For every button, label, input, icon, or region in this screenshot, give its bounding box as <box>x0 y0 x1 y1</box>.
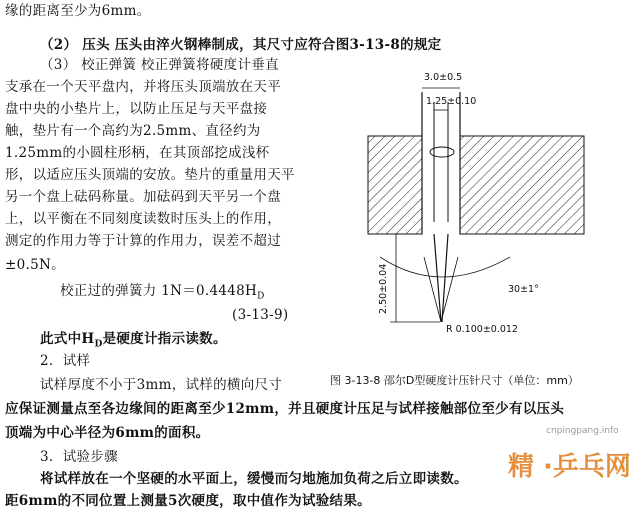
section-heading: 2．试样 <box>40 353 91 369</box>
text-line: （2） 压头 压头由淬火钢棒制成，其尺寸应符合图3-13-8的规定 <box>40 37 442 53</box>
text-segment: 是硬度计指示读数。 <box>102 331 227 347</box>
subscript: D <box>94 339 103 350</box>
text-line: 上，以平衡在不同刻度读数时压头上的作用， <box>5 211 281 227</box>
radius-label: R 0.100±0.012 <box>446 324 518 335</box>
dim-top-label: 3.0±0.5 <box>424 72 463 83</box>
body-right-block <box>460 136 584 234</box>
formula-subscript: D <box>257 291 265 302</box>
section-heading: 3．试验步骤 <box>40 449 118 465</box>
text-line: （3） 校正弹簧 校正弹簧将硬度计垂直 <box>40 57 279 73</box>
formula-number: (3-13-9) <box>232 307 289 323</box>
text-line: 试样厚度不小于3mm，试样的横向尺寸 <box>40 377 283 393</box>
watermark-logo: 精 ·乒乓网 <box>508 452 631 482</box>
text-line: 支承在一个天平盘内，并将压头顶端放在天平 <box>5 79 281 95</box>
text-line: 测定的作用力等于计算的作用力，误差不超过 <box>5 233 281 249</box>
text-line: 盘中央的小垫片上，以防止压足与天平盘接 <box>5 101 268 117</box>
indenter-drawing <box>340 52 640 392</box>
formula-text: 校正过的弹簧力 1N＝0.4448H <box>60 283 258 299</box>
figure-caption: 图 3-13-8 邵尔D型硬度计压针尺寸（单位：mm） <box>330 374 579 387</box>
text-line: 顶端为中心半径为6mm的面积。 <box>5 425 210 441</box>
dim-height-label: 2.50±0.04 <box>378 263 389 314</box>
text-line: 将试样放在一个坚硬的水平面上，缓慢而匀地施加负荷之后立即读数。 <box>40 471 468 487</box>
text-segment: 此式中H <box>40 331 95 347</box>
formula-line <box>60 282 265 306</box>
text-line: 另一个盘上砝码称量。加砝码到天平另一个盘 <box>5 189 281 205</box>
dim-mid-label: 1.25±0.10 <box>426 96 477 107</box>
angle-line <box>441 257 458 322</box>
indenter-diagram <box>340 52 640 392</box>
text-line: 触，垫片有一个高约为2.5mm、直径约为 <box>5 123 261 139</box>
angle-label: 30±1° <box>508 284 539 295</box>
text-line: 应保证测量点至各边缘间的距离至少12mm，并且硬度计压足与试样接触部位至少有以压头 <box>5 401 565 417</box>
cone-edge <box>442 234 448 322</box>
text-line: 缘的距离至少为6mm。 <box>5 3 151 19</box>
watermark-url: cnpingpang.info <box>546 426 619 436</box>
text-line: ±0.5N。 <box>5 257 65 273</box>
text-line: 1.25mm的小圆柱形柄，在其顶部挖成浅杯 <box>5 145 270 161</box>
text-line: 形，以适应压头顶端的安放。垫片的重量用天平 <box>5 167 295 183</box>
body-left-block <box>368 136 422 234</box>
text-line: 距6mm的不同位置上测量5次硬度，取中值作为试验结果。 <box>5 493 371 509</box>
text-line <box>40 330 227 354</box>
